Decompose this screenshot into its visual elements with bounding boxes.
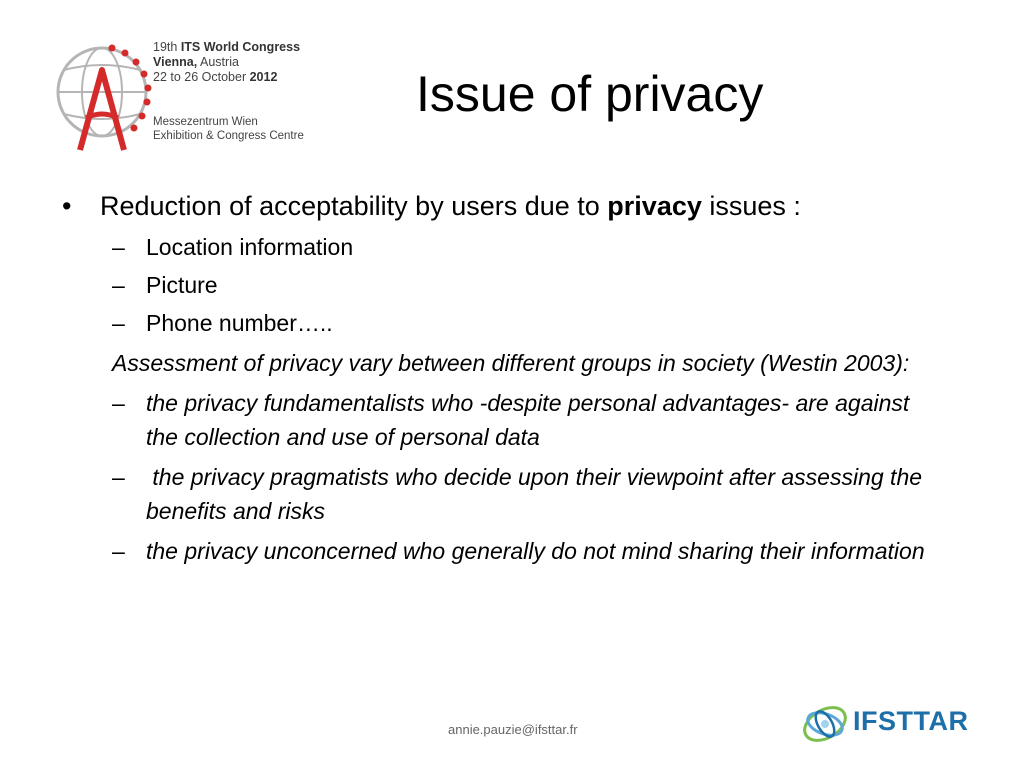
congress-logo	[50, 38, 322, 160]
dash-icon: –	[112, 234, 125, 260]
dash-icon: –	[112, 272, 125, 298]
sub-item: – Phone number…..	[62, 306, 942, 340]
privacy-group-item: – the privacy unconcerned who generally do not mind sharing their information	[62, 534, 942, 568]
congress-logo-text: 19th ITS World Congress Vienna, Austria 22 to 26 October 2012 Messezentrum Wien Exhibition & Congress Centre	[153, 40, 304, 142]
ifsttar-logo	[795, 692, 970, 752]
privacy-group-item: – the privacy fundamentalists who -despite personal advantages- are against the collection and use of personal data	[62, 386, 942, 454]
globe-logo-icon	[50, 38, 158, 156]
dash-icon: –	[112, 464, 125, 490]
sub-item: – Location information	[62, 230, 942, 264]
main-bullet: • Reduction of acceptability by users due to privacy issues :	[62, 186, 942, 226]
ifsttar-swirl-icon	[795, 692, 855, 752]
dash-icon: –	[112, 538, 125, 564]
footer-email: annie.pauzie@ifsttar.fr	[448, 722, 578, 737]
slide-title: Issue of privacy	[416, 66, 764, 122]
ifsttar-wordmark: IFSTTAR	[853, 706, 969, 736]
slide-content	[62, 186, 942, 568]
privacy-group-item: – the privacy pragmatists who decide upon their viewpoint after assessing the benefits and risks	[62, 460, 942, 528]
westin-note: Assessment of privacy vary between different groups in society (Westin 2003):	[112, 350, 910, 376]
dash-icon: –	[112, 310, 125, 336]
sub-item: – Picture	[62, 268, 942, 302]
dash-icon: –	[112, 390, 125, 416]
bullet-icon: •	[62, 191, 72, 221]
